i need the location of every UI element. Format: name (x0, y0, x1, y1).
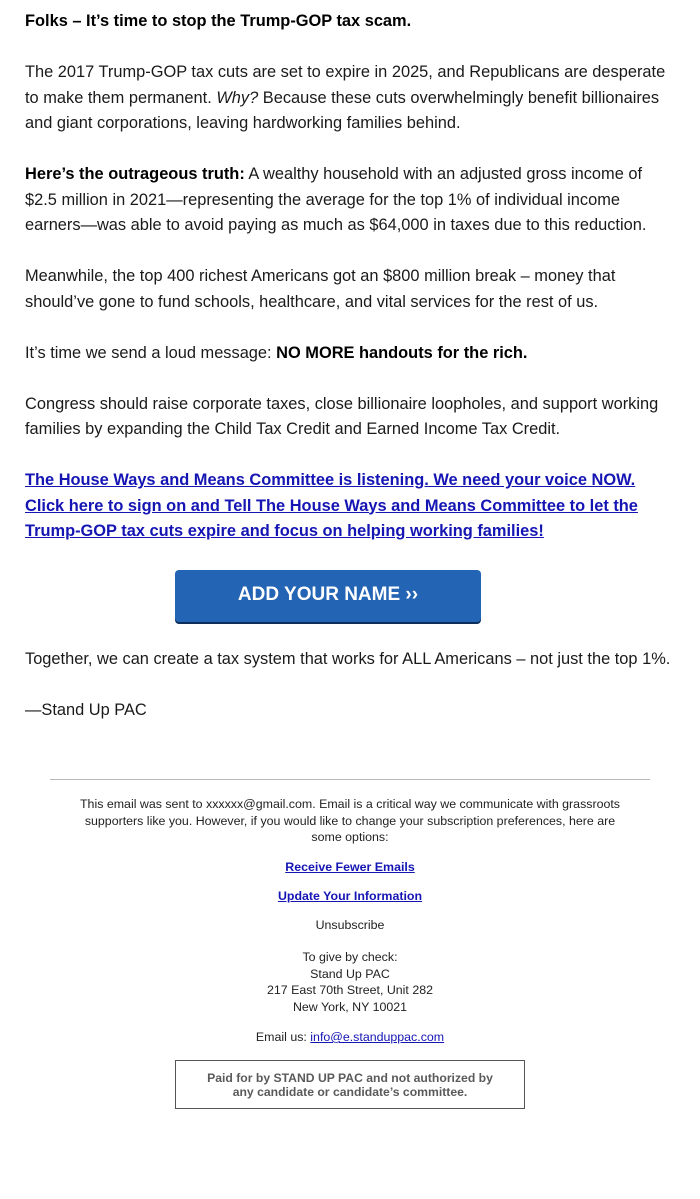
disclaimer-line-1: Paid for by STAND UP PAC and not authorized by (207, 1070, 493, 1085)
email-footer (50, 779, 650, 1109)
signature: —Stand Up PAC (25, 701, 147, 719)
check-label: To give by check: (302, 950, 398, 964)
paragraph-congress: Congress should raise corporate taxes, close billionaire loopholes, and support working families by expanding the Child Tax Credit and Earned Income Tax Credit. (25, 394, 659, 438)
add-your-name-button[interactable]: ADD YOUR NAME ›› (175, 570, 481, 622)
mailing-address (50, 949, 650, 1015)
contact-email-link[interactable]: info@e.standuppac.com (310, 1030, 445, 1044)
paragraph-outrageous-truth: Here’s the outrageous truth: A wealthy household with an adjusted gross income of $2.5 million in 2021—representing the average for the top 1% of individual income earners—was able to avoid paying as much as $64,000 in taxes due to this reduction. (25, 165, 647, 234)
email-heading: Folks – It’s time to stop the Trump-GOP tax scam. (25, 12, 412, 30)
unsubscribe-link[interactable]: Unsubscribe (315, 917, 385, 932)
paragraph-closing: Together, we can create a tax system that works for ALL Americans – not just the top 1%. (25, 650, 671, 668)
contact-email: Email us: info@e.standuppac.com (255, 1030, 445, 1044)
receive-fewer-emails-link[interactable]: Receive Fewer Emails (285, 859, 415, 874)
city-state-zip: New York, NY 10021 (292, 999, 408, 1014)
paragraph-tax-cuts: The 2017 Trump-GOP tax cuts are set to expire in 2025, and Republicans are desperate to make them permanent. Why? Because these cuts overwhelmingly benefit billionaires and giant corporations, leaving hardworking families behind. (25, 63, 666, 132)
org-name: Stand Up PAC (310, 966, 390, 981)
street-address: 217 East 70th Street, Unit 282 (266, 983, 433, 997)
paragraph-top-400: Meanwhile, the top 400 richest Americans got an $800 million break – money that should’ve gone to fund schools, healthcare, and vital services for the rest of us. (25, 267, 616, 311)
paid-for-disclaimer (175, 1060, 525, 1109)
sign-on-link[interactable]: The House Ways and Means Committee is listening. We need your voice NOW. Click here to sign on and Tell The House Ways and Means Committee to let the Trump-GOP tax cuts expire and focus on helping working families! (25, 471, 638, 540)
cta-button-wrapper (25, 570, 675, 622)
update-information-link[interactable]: Update Your Information (277, 889, 423, 903)
disclaimer-line-2: any candidate or candidate’s committee. (232, 1084, 468, 1099)
footer-notice: This email was sent to xxxxxx@gmail.com. Email is a critical way we communicate with grassroots supporters like you. However, if you would like to change your subscription preferences, here are some options: (79, 797, 621, 844)
paragraph-loud-message: It’s time we send a loud message: NO MORE handouts for the rich. (25, 343, 528, 362)
email-body (25, 9, 675, 749)
